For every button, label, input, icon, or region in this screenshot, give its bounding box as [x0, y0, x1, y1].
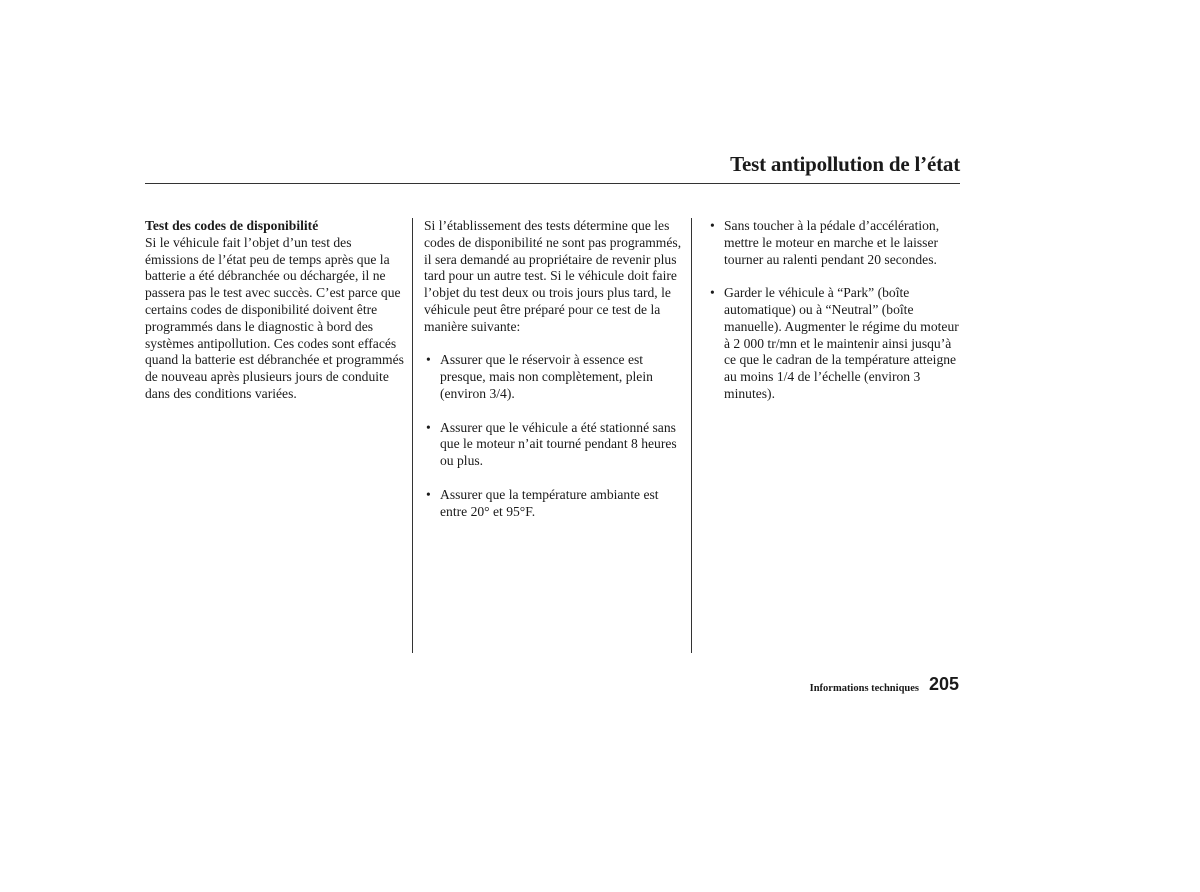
- bullet-icon: •: [426, 352, 431, 368]
- bullet-icon: •: [710, 285, 715, 301]
- list-item-text: Sans toucher à la pédale d’accélération, mettre le moteur en marche et le laisser tourner au ralenti pendant 20 secondes.: [724, 218, 940, 267]
- list-item: [424, 352, 686, 402]
- bullet-icon: •: [426, 486, 431, 502]
- list-item-text: Assurer que la température ambiante est entre 20° et 95°F.: [440, 486, 659, 519]
- page-title: Test antipollution de l’état: [730, 152, 960, 176]
- bullet-icon: •: [710, 218, 715, 233]
- column-divider: [412, 218, 413, 653]
- section-heading: Test des codes de disponibilité: [145, 218, 319, 233]
- page-number: 205: [928, 674, 959, 694]
- list-item: [708, 285, 964, 403]
- list-item-text: Garder le véhicule à “Park” (boîte automatique) ou à “Neutral” (boîte manuelle). Augmenter le régime du moteur à 2 000 tr/mn et le maintenir ainsi jusqu’à ce que le cadran de la température atteigne au moins 1/4 de l’échelle (environ 3 minutes).: [724, 285, 959, 401]
- list-item: [424, 420, 686, 470]
- list-item: [424, 487, 686, 521]
- list-item-text: Assurer que le réservoir à essence est presque, mais non complètement, plein (environ 3/4).: [440, 352, 653, 401]
- column-3: [708, 218, 964, 403]
- list-item: [708, 218, 964, 268]
- bullet-list: [424, 352, 686, 520]
- intro-paragraph: Si l’établissement des tests détermine que les codes de disponibilité ne sont pas programmés, il sera demandé au propriétaire de revenir plus tard pour un autre test. Si le véhicule doit faire l’objet du test deux ou trois jours plus tard, le véhicule peut être préparé pour ce test de la manière suivante:: [424, 218, 682, 334]
- bullet-icon: •: [426, 419, 431, 435]
- bullet-list: [708, 218, 964, 403]
- footer-section-label: Informations techniques: [809, 683, 919, 694]
- body-paragraph: Si le véhicule fait l’objet d’un test des émissions de l’état peu de temps après que la batterie a été débranchée ou déchargée, il ne passera pas le test avec succès. C’est parce que certains codes de disponibilité doivent être programmés dans le diagnostic à bord des systèmes antipollution. Ces codes sont effacés quand la batterie est débranchée et programmés de nouveau après plusieurs jours de conduite dans des conditions variées.: [145, 234, 404, 401]
- column-2: [424, 218, 686, 520]
- column-divider: [691, 218, 692, 653]
- column-1: [145, 218, 407, 403]
- list-item-text: Assurer que le véhicule a été stationné sans que le moteur n’ait tourné pendant 8 heures ou plus.: [440, 419, 677, 469]
- title-rule: [145, 183, 960, 184]
